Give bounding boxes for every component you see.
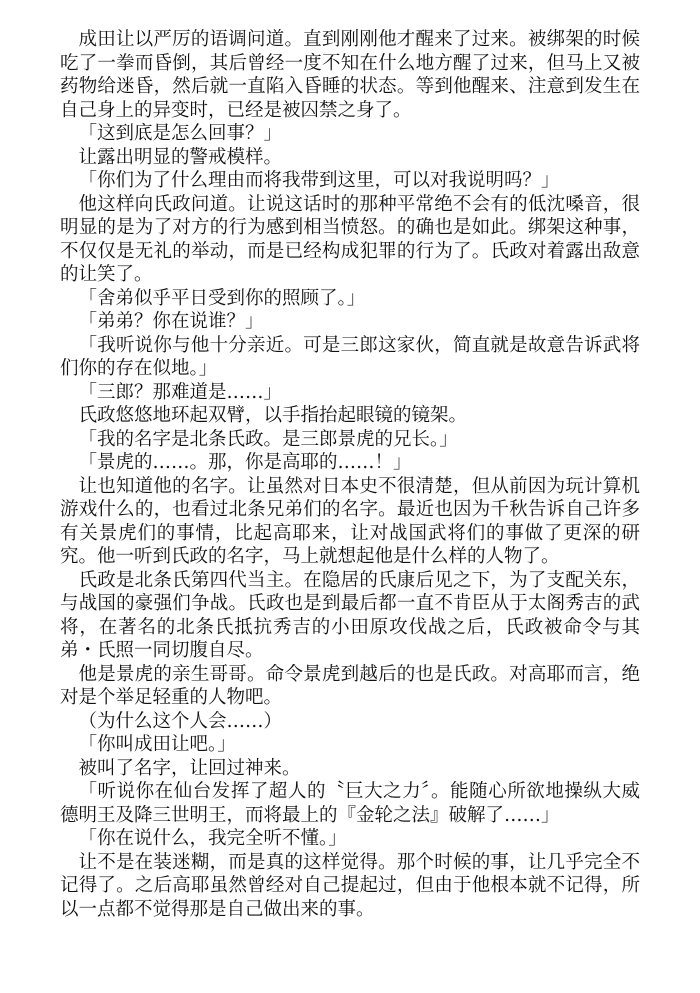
inner-thought-line: （为什么这个人会……） bbox=[78, 710, 283, 732]
paragraph: 让不是在装迷糊，而是真的这样觉得。那个时候的事，让几乎完全不记得了。之后高耶虽然曾经对自己提起过，但由于他根本就不记得，所以一点都不觉得那是自己做出来的事。 bbox=[60, 851, 640, 920]
dialogue-line: 「舍弟似乎平日受到你的照顾了。」 bbox=[78, 287, 366, 309]
dialogue-line: 「景虎的……。那，你是高耶的……！」 bbox=[78, 452, 412, 473]
paragraph: 让也知道他的名字。让虽然对日本史不很清楚，但从前因为玩计算机游戏什么的，也看过北条兄弟们的名字。最近也因为千秋告诉自己许多有关景虎们的事情，比起高耶来，让对战国武将们的事做了更深的研究。他一听到氏政的名字，马上就想起他是什么样的人物了。 bbox=[60, 475, 640, 567]
paragraph: 氏政悠悠地环起双臂，以手指抬起眼镜的镜架。 bbox=[78, 405, 468, 426]
paragraph: 成田让以严厉的语调问道。直到刚刚他才醒来了过来。被绑架的时候吃了一拳而昏倒，其后曾经一度不知在什么地方醒了过来，但马上又被药物给迷昏，然后就一直陷入昏睡的状态。等到他醒来、注意到发生在自己身上的异变时，已经是被囚禁之身了。 bbox=[60, 29, 640, 121]
dialogue-line: 「你叫成田让吧。」 bbox=[78, 734, 236, 755]
dialogue-line: 「你们为了什么理由而将我带到这里，可以对我说明吗？」 bbox=[78, 170, 560, 191]
paragraph: 让露出明显的警戒模样。 bbox=[78, 146, 283, 168]
paragraph: 他是景虎的亲生哥哥。命令景虎到越后的也是氏政。对高耶而言，绝对是个举足轻重的人物吧。 bbox=[60, 663, 640, 708]
paragraph: 被叫了名字，让回过神来。 bbox=[78, 757, 301, 779]
paragraph: 氏政是北条氏第四代当主。在隐居的氏康后见之下，为了支配关东，与战国的豪强们争战。氏政也是到最后都一直不肯臣从于太阁秀吉的武将，在著名的北条氏抵抗秀吉的小田原攻伐战之后，氏政被命令与其弟・氏照一同切腹自尽。 bbox=[60, 569, 640, 661]
paragraph: 他这样向氏政问道。让说这话时的那种平常绝不会有的低沈嗓音，很明显的是为了对方的行为感到相当愤怒。的确也是如此。绑架这种事，不仅仅是无礼的举动，而是已经构成犯罪的行为了。氏政对着露出敌意的让笑了。 bbox=[60, 193, 640, 285]
dialogue-line: 「我的名字是北条氏政。是三郎景虎的兄长。」 bbox=[78, 428, 458, 450]
dialogue-line: 「听说你在仙台发挥了超人的〝巨大之力〞。能随心所欲地操纵大威德明王及降三世明王，而将最上的『金轮之法』破解了……」 bbox=[60, 781, 640, 826]
dialogue-line: 「弟弟？你在说谁？」 bbox=[78, 311, 264, 332]
dialogue-line: 「我听说你与他十分亲近。可是三郎这家伙，简直就是故意告诉武将们你的存在似地。」 bbox=[60, 334, 640, 379]
dialogue-line: 「这到底是怎么回事？」 bbox=[78, 123, 283, 144]
dialogue-line: 「你在说什么，我完全听不懂。」 bbox=[78, 828, 347, 849]
dialogue-line: 「三郎？那难道是……」 bbox=[78, 381, 283, 403]
novel-page bbox=[60, 28, 640, 921]
